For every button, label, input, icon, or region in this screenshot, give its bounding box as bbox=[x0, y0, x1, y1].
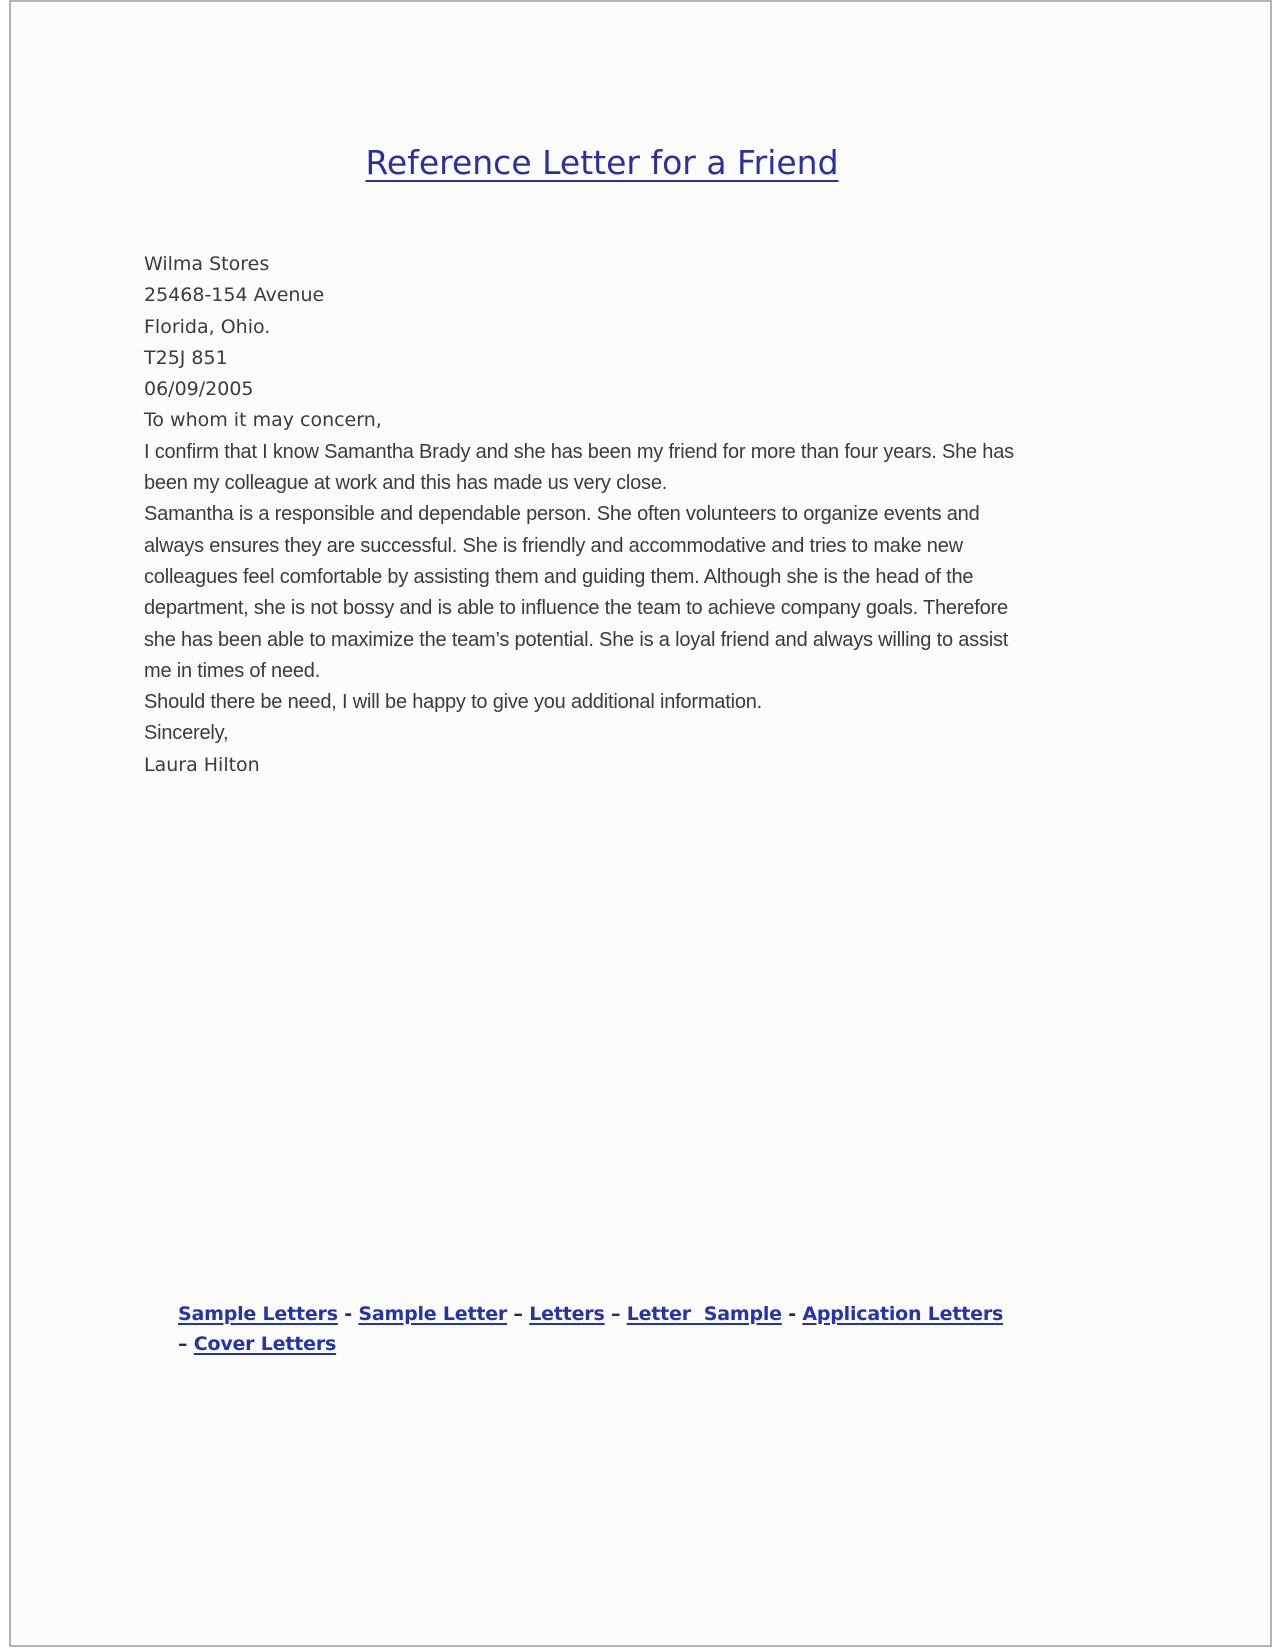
body-line: department, she is not bossy and is able to influence the team to achieve company goals. Therefore bbox=[144, 597, 1008, 620]
sender-name-line: Wilma Stores bbox=[144, 253, 270, 275]
footer-link-letter-sample[interactable]: Letter Sample bbox=[626, 1303, 782, 1325]
footer-separator: – bbox=[604, 1303, 627, 1325]
address-line: T25J 851 bbox=[144, 346, 228, 369]
date-line: 06/09/2005 bbox=[144, 378, 254, 401]
page-border-frame bbox=[9, 0, 1272, 1647]
footer-links bbox=[178, 1300, 1078, 1359]
footer-link-sample-letter[interactable]: Sample Letter bbox=[358, 1303, 508, 1325]
salutation-line: To whom it may concern, bbox=[144, 409, 382, 432]
footer-link-sample-letters[interactable]: Sample Letters bbox=[178, 1303, 338, 1325]
footer-separator: - bbox=[337, 1303, 359, 1325]
footer-link-application-letters[interactable]: Application Letters bbox=[802, 1303, 1004, 1325]
footer-link-letters[interactable]: Letters bbox=[529, 1303, 605, 1325]
address-line: 25468-154 Avenue bbox=[144, 284, 325, 307]
signature-line: Laura Hilton bbox=[144, 753, 260, 776]
body-line: I confirm that I know Samantha Brady and she has been my friend for more than four years. She has bbox=[144, 440, 1014, 463]
closing-line: Sincerely, bbox=[144, 722, 229, 745]
page-title-link[interactable]: Reference Letter for a Friend bbox=[365, 143, 839, 182]
address-block bbox=[144, 249, 1074, 437]
body-line: been my colleague at work and this has made us very close. bbox=[144, 472, 668, 495]
footer-separator: – bbox=[507, 1303, 530, 1325]
footer-separator: - bbox=[781, 1303, 803, 1325]
body-line: Should there be need, I will be happy to give you additional information. bbox=[144, 691, 763, 714]
footer-line-2 bbox=[178, 1333, 336, 1355]
body-line: me in times of need. bbox=[144, 659, 321, 682]
body-line: she has been able to maximize the team’s potential. She is a loyal friend and always willing to assist bbox=[144, 628, 1009, 651]
body-line: always ensures they are successful. She is friendly and accommodative and tries to make new bbox=[144, 534, 963, 557]
letter-body bbox=[144, 249, 1074, 781]
paragraphs-block bbox=[144, 437, 1074, 750]
address-line: Florida, Ohio. bbox=[144, 315, 271, 338]
title-row bbox=[144, 140, 1060, 186]
body-line: colleagues feel comfortable by assisting them and guiding them. Although she is the head of the bbox=[144, 565, 974, 588]
footer-link-cover-letters[interactable]: Cover Letters bbox=[193, 1332, 337, 1355]
body-line: Samantha is a responsible and dependable person. She often volunteers to organize events and bbox=[144, 503, 980, 526]
footer-separator: – bbox=[178, 1332, 194, 1355]
footer-line-1 bbox=[178, 1303, 1003, 1325]
